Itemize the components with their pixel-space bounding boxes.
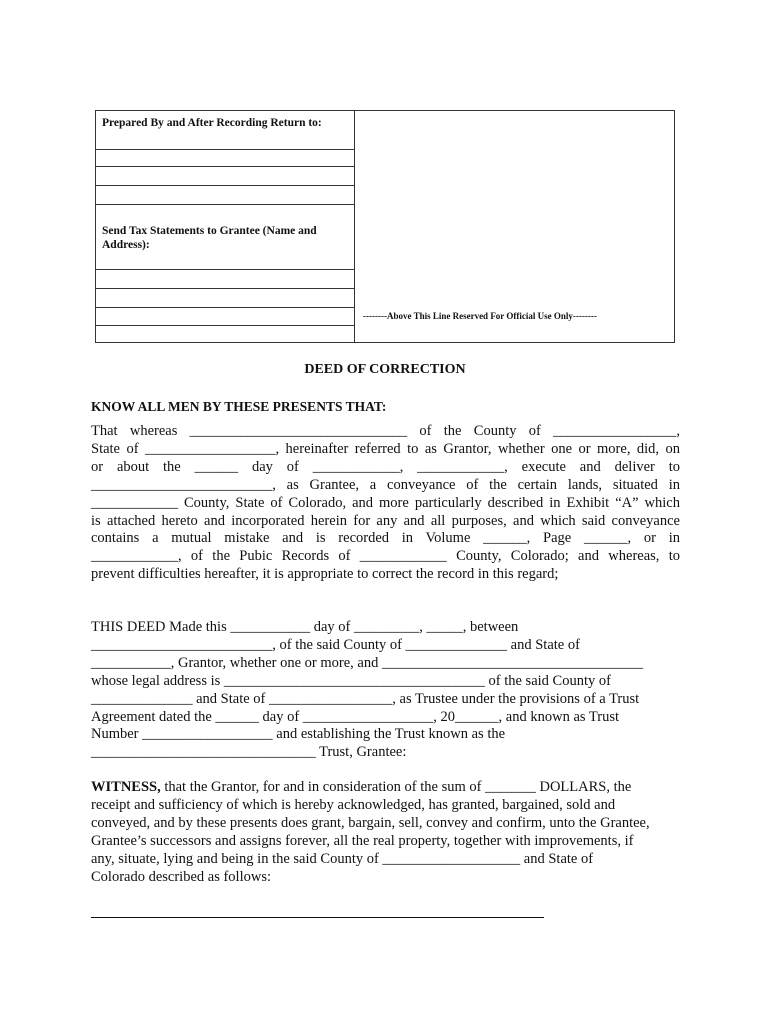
witness-line: conveyed, and by these presents does grant, bargain, sell, convey and confirm, unto the Grantee, bbox=[91, 814, 650, 831]
send-tax-label-line2: Address): bbox=[102, 239, 150, 251]
prepared-by-label: Prepared By and After Recording Return to: bbox=[102, 117, 322, 129]
witness-paragraph bbox=[91, 779, 680, 886]
grantee-address-line-1 bbox=[96, 269, 354, 270]
witness-line: any, situate, lying and being in the said County of ___________________ and State of bbox=[91, 850, 594, 867]
official-use-label: --------Above This Line Reserved For Official Use Only-------- bbox=[363, 311, 597, 321]
whereas-line: _________________________, as Grantee, a conveyance of the certain lands, situated in bbox=[91, 476, 680, 493]
whereas-line: ____________ County, State of Colorado, and more particularly described in Exhibit “A” which bbox=[91, 494, 680, 511]
deed-line: ______________ and State of _________________, as Trustee under the provisions of a Trust bbox=[91, 690, 640, 707]
grantee-address-line-2 bbox=[96, 288, 354, 289]
return-address-line-4 bbox=[96, 204, 354, 205]
deed-line: _______________________________ Trust, Grantee: bbox=[91, 744, 407, 761]
witness-first-line bbox=[91, 779, 680, 797]
return-address-line-1 bbox=[96, 149, 354, 150]
witness-line: receipt and sufficiency of which is hereby acknowledged, has granted, bargained, sold and bbox=[91, 796, 616, 813]
return-address-column bbox=[96, 111, 355, 342]
deed-line: Agreement dated the ______ day of __________________, 20______, and known as Trust bbox=[91, 708, 619, 725]
whereas-line: prevent difficulties hereafter, it is appropriate to correct the record in this regard; bbox=[91, 566, 559, 583]
property-description-line bbox=[91, 917, 544, 918]
know-all-heading: KNOW ALL MEN BY THESE PRESENTS THAT: bbox=[91, 399, 387, 414]
deed-line: whose legal address is ____________________________________ of the said County of bbox=[91, 672, 611, 689]
deed-line: ___________, Grantor, whether one or more, and ____________________________________ bbox=[91, 654, 643, 671]
witness-line: Colorado described as follows: bbox=[91, 868, 272, 885]
send-tax-label-line1: Send Tax Statements to Grantee (Name and bbox=[102, 225, 317, 237]
grantee-address-line-4 bbox=[96, 325, 354, 326]
whereas-line: That whereas ______________________________ of the County of _________________, bbox=[91, 423, 680, 439]
whereas-line: ____________, of the Pubic Records of ____________ County, Colorado; and whereas, to bbox=[91, 548, 680, 565]
witness-lead: WITNESS, bbox=[91, 779, 161, 795]
whereas-line: State of __________________, hereinafter referred to as Grantor, whether one or more, did, on bbox=[91, 440, 680, 457]
witness-line: Grantee’s successors and assigns forever, all the real property, together with improvements, if bbox=[91, 832, 634, 849]
deed-line: THIS DEED Made this ___________ day of _________, _____, between bbox=[91, 619, 519, 635]
deed-paragraph bbox=[91, 619, 680, 762]
deed-line: Number __________________ and establishing the Trust known as the bbox=[91, 726, 506, 743]
grantee-address-line-3 bbox=[96, 307, 354, 308]
whereas-line: contains a mutual mistake and is recorded in Volume ______, Page ______, or in bbox=[91, 530, 680, 547]
return-address-line-2 bbox=[96, 166, 354, 167]
deed-line: _________________________, of the said County of ______________ and State of bbox=[91, 636, 580, 653]
whereas-line: or about the ______ day of ____________, ____________, execute and deliver to bbox=[91, 458, 680, 475]
whereas-line: is attached hereto and incorporated herein for any and all purposes, and which said conveyance bbox=[91, 512, 680, 529]
witness-first-line-rest: that the Grantor, for and in consideration of the sum of _______ DOLLARS, the bbox=[160, 779, 632, 795]
recording-info-box bbox=[95, 110, 675, 343]
whereas-paragraph bbox=[91, 423, 680, 584]
document-title: DEED OF CORRECTION bbox=[304, 362, 466, 377]
return-address-line-3 bbox=[96, 185, 354, 186]
